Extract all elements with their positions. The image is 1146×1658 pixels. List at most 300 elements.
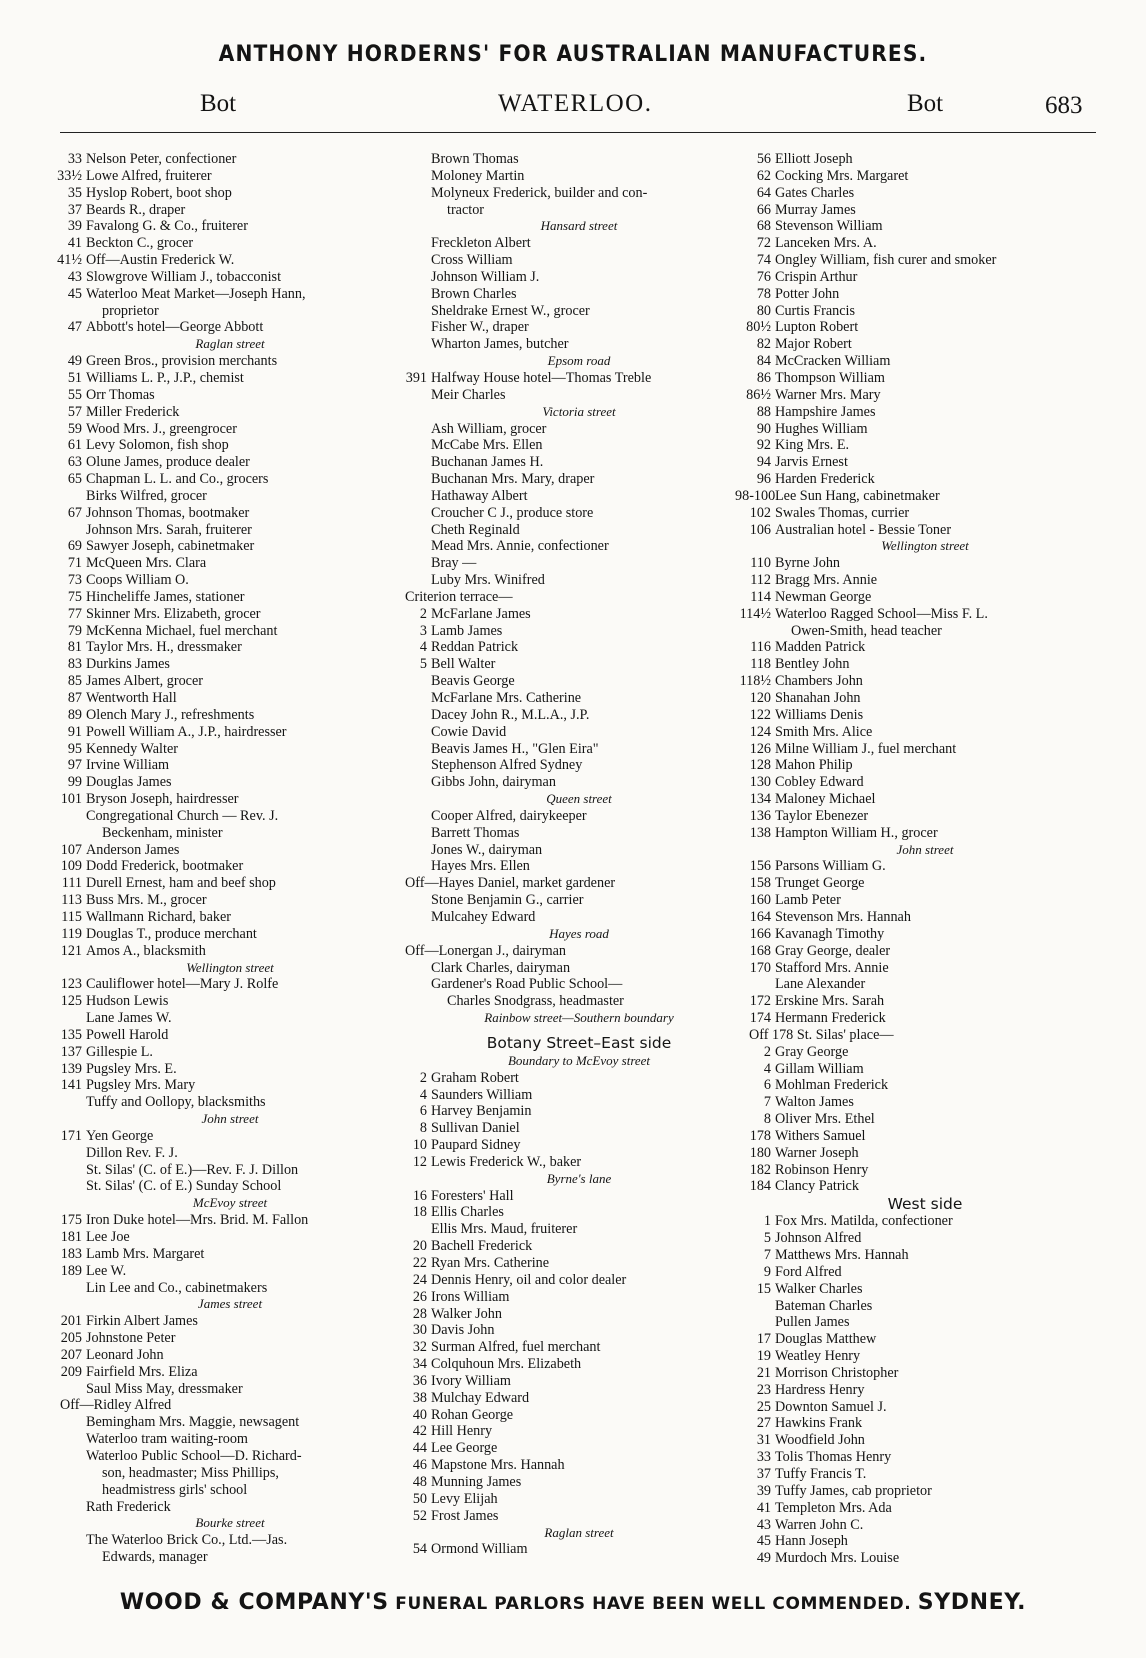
directory-entry [749, 1044, 1101, 1061]
directory-entry [749, 1230, 1101, 1247]
entry-text: Coops William O. [86, 572, 189, 589]
entry-continuation: Dillon Rev. F. J. [86, 1144, 178, 1161]
street-number: 184 [749, 1178, 771, 1195]
entry-text: Olench Mary J., refreshments [86, 706, 255, 723]
entry-continuation: Lane Alexander [775, 976, 866, 993]
entry-text: Douglas Matthew [775, 1331, 877, 1348]
street-number: 4 [419, 639, 427, 656]
street-number: 92 [756, 437, 771, 454]
entry-text: Skinner Mrs. Elizabeth, grocer [86, 605, 261, 622]
entry-text: Ryan Mrs. Catherine [431, 1255, 550, 1271]
entry-text: Durell Ernest, ham and beef shop [86, 875, 276, 892]
directory-entry [749, 1533, 1101, 1550]
street-number: 158 [749, 875, 771, 892]
directory-entry [405, 370, 753, 387]
entry-text: Abbott's hotel—George Abbott [86, 319, 264, 336]
entry-text: Gillespie L. [86, 1043, 153, 1060]
entry-off: Off—Hayes Daniel, market gardener [405, 875, 616, 892]
entry-text: Stevenson William [775, 218, 883, 235]
street-number: 49 [756, 1550, 771, 1567]
directory-entry [60, 572, 400, 589]
entry-text: Templeton Mrs. Ada [775, 1499, 892, 1516]
directory-column-2 [405, 151, 753, 1558]
directory-entry [749, 1111, 1101, 1128]
entry-text: Tolis Thomas Henry [775, 1449, 892, 1466]
street-number: 201 [60, 1313, 82, 1330]
entry-text: Hann Joseph [775, 1533, 848, 1550]
street-number: 24 [412, 1271, 427, 1288]
directory-entry [60, 791, 400, 808]
directory-entry [749, 1466, 1101, 1483]
directory-entry [405, 1087, 753, 1104]
running-header [0, 90, 1146, 124]
directory-entry [749, 1145, 1101, 1162]
entry-text: Maloney Michael [775, 791, 876, 808]
entry-continuation: Johnson Mrs. Sarah, fruiterer [86, 521, 252, 538]
street-number: 43 [756, 1516, 771, 1533]
street-number: 81 [67, 639, 82, 656]
street-number: 43 [67, 268, 82, 285]
directory-entry [749, 825, 1101, 842]
directory-entry [405, 639, 753, 656]
entry-continuation: Wharton James, butcher [431, 336, 569, 353]
directory-entry [749, 690, 1101, 707]
entry-wrap: Beckenham, minister [102, 824, 223, 841]
entry-wrap: Owen-Smith, head teacher [791, 622, 942, 639]
entry-text: Fox Mrs. Matilda, confectioner [775, 1213, 953, 1230]
directory-entry [749, 1178, 1101, 1195]
directory-entry [749, 774, 1101, 791]
entry-text: Oliver Mrs. Ethel [775, 1111, 875, 1128]
entry-text: Lowe Alfred, fruiterer [86, 167, 212, 184]
entry-text: Fairfield Mrs. Eliza [86, 1363, 198, 1380]
street-number: 121 [60, 942, 82, 959]
entry-text: Mapstone Mrs. Hannah [431, 1457, 565, 1474]
directory-entry [749, 252, 1101, 269]
entry-text: Harden Frederick [775, 471, 875, 488]
directory-entry [60, 623, 400, 640]
entry-text: Irvine William [86, 757, 170, 774]
street-number: 65 [67, 471, 82, 488]
entry-text: Mahon Philip [775, 757, 853, 774]
street-number: 95 [67, 740, 82, 757]
street-number: 139 [60, 1060, 82, 1077]
entry-text: Orr Thomas [86, 386, 155, 403]
directory-entry [749, 589, 1101, 606]
entry-text: Johnstone Peter [86, 1330, 176, 1347]
directory-entry [739, 673, 1101, 690]
street-number: 33 [67, 151, 82, 167]
street-number: 180 [749, 1144, 771, 1161]
street-number: 77 [67, 605, 82, 622]
entry-continuation: Dacey John R., M.L.A., J.P. [431, 706, 590, 723]
entry-text: Mulchay Edward [431, 1389, 530, 1406]
street-number: 79 [67, 622, 82, 639]
directory-entry [749, 303, 1101, 320]
street-number: 122 [749, 706, 771, 723]
entry-text: Kennedy Walter [86, 740, 178, 757]
entry-continuation: Bemingham Mrs. Maggie, newsagent [86, 1414, 300, 1431]
directory-entry [749, 1348, 1101, 1365]
entry-continuation: Beavis James H., "Glen Eira" [431, 740, 599, 757]
directory-entry [749, 791, 1101, 808]
entry-text: Rohan George [431, 1406, 514, 1423]
street-number: 9 [763, 1263, 771, 1280]
street-number: 17 [756, 1331, 771, 1348]
entry-text: Cocking Mrs. Margaret [775, 167, 909, 184]
directory-entry [749, 875, 1101, 892]
entry-text: Durkins James [86, 656, 170, 673]
entry-wrap: Charles Snodgrass, headmaster [447, 993, 624, 1010]
entry-text: Robinson Henry [775, 1161, 869, 1178]
directory-entry [60, 421, 400, 438]
directory-entry [60, 690, 400, 707]
directory-entry [60, 286, 400, 303]
entry-continuation: St. Silas' (C. of E.) Sunday School [86, 1178, 282, 1195]
directory-entry [405, 1238, 753, 1255]
entry-wrap: son, headmaster; Miss Phillips, [102, 1464, 279, 1481]
street-number: 41 [756, 1499, 771, 1516]
entry-text: Nelson Peter, confectioner [86, 151, 237, 167]
directory-entry [60, 370, 400, 387]
street-number: 64 [756, 184, 771, 201]
directory-entry [405, 1204, 753, 1221]
directory-entry [749, 1213, 1101, 1230]
directory-entry [60, 656, 400, 673]
entry-text: Anderson James [86, 841, 180, 858]
directory-entry [60, 909, 400, 926]
street-number: 175 [60, 1212, 82, 1229]
cross-street-label: Byrne's lane [546, 1170, 612, 1186]
street-number: 71 [67, 555, 82, 572]
entry-text: Tuffy Francis T. [775, 1465, 867, 1482]
entry-text: Lee George [431, 1440, 498, 1457]
header-right-abbrev: Bot [907, 90, 944, 117]
directory-entry [749, 1550, 1101, 1567]
directory-entry [405, 1154, 753, 1171]
street-number: 28 [412, 1305, 427, 1322]
entry-continuation: Waterloo Public School—D. Richard- [86, 1447, 302, 1464]
entry-continuation: Brown Charles [431, 285, 517, 302]
entry-text: Thompson William [775, 369, 885, 386]
directory-entry [749, 1094, 1101, 1111]
entry-text: Harvey Benjamin [431, 1103, 532, 1120]
directory-entry [749, 505, 1101, 522]
directory-entry [60, 1077, 400, 1094]
directory-entry [60, 235, 400, 252]
entry-text: Gray George [775, 1043, 849, 1060]
street-number: 31 [756, 1432, 771, 1449]
directory-entry [749, 639, 1101, 656]
street-number: 141 [60, 1077, 82, 1094]
directory-entry [60, 707, 400, 724]
cross-street-label: Raglan street [195, 336, 265, 352]
cross-street-label: Hansard street [540, 218, 618, 234]
street-number: 50 [412, 1490, 427, 1507]
page-number: 683 [1045, 92, 1083, 119]
directory-entry [749, 757, 1101, 774]
entry-continuation: Saul Miss May, dressmaker [86, 1380, 243, 1397]
entry-text: Irons William [431, 1288, 510, 1305]
street-number: 20 [412, 1238, 427, 1255]
street-number: 42 [412, 1423, 427, 1440]
directory-entry [749, 437, 1101, 454]
entry-text: Munning James [431, 1473, 522, 1490]
entry-continuation: Birks Wilfred, grocer [86, 487, 207, 504]
directory-entry [405, 1508, 753, 1525]
street-number: 5 [763, 1230, 771, 1247]
directory-entry [405, 1440, 753, 1457]
header-locality: WATERLOO. [498, 90, 653, 117]
directory-entry [749, 808, 1101, 825]
entry-continuation: Pullen James [775, 1314, 850, 1331]
entry-continuation: Cross William [431, 252, 513, 269]
directory-entry [60, 505, 400, 522]
street-number: 118 [750, 656, 771, 673]
street-number: 63 [67, 454, 82, 471]
directory-entry [749, 168, 1101, 185]
entry-text: Hill Henry [431, 1423, 493, 1440]
directory-entry [60, 926, 400, 943]
directory-entry [749, 892, 1101, 909]
entry-continuation: Bray — [431, 555, 477, 572]
entry-text: Hincheliffe James, stationer [86, 588, 245, 605]
street-number: 75 [67, 588, 82, 605]
directory-entry [60, 353, 400, 370]
entry-text: Foresters' Hall [431, 1187, 514, 1204]
street-number: 55 [67, 386, 82, 403]
directory-entry [60, 555, 400, 572]
entry-text: Walker Charles [775, 1280, 863, 1297]
directory-entry [60, 1263, 400, 1280]
directory-entry [60, 269, 400, 286]
directory-entry [405, 1407, 753, 1424]
street-number: 7 [763, 1094, 771, 1111]
directory-entry [749, 1247, 1101, 1264]
entry-wrap: headmistress girls' school [102, 1481, 248, 1498]
directory-entry [749, 1449, 1101, 1466]
street-number: 8 [763, 1111, 771, 1128]
street-number: 3 [419, 622, 427, 639]
entry-text: Crispin Arthur [775, 268, 858, 285]
entry-text: Stevenson Mrs. Hannah [775, 908, 911, 925]
header-rule [60, 132, 1096, 133]
entry-text: Hawkins Frank [775, 1415, 863, 1432]
entry-text: Buss Mrs. M., grocer [86, 892, 207, 909]
directory-entry [749, 218, 1101, 235]
entry-text: Miller Frederick [86, 403, 180, 420]
directory-entry [60, 1347, 400, 1364]
street-number: 86½ [746, 386, 771, 403]
entry-text: McFarlane James [431, 605, 531, 622]
street-number: 39 [756, 1482, 771, 1499]
street-number: 51 [67, 369, 82, 386]
directory-entry [405, 623, 753, 640]
entry-text: Australian hotel - Bessie Toner [775, 521, 952, 538]
directory-entry [60, 1027, 400, 1044]
directory-entry [57, 167, 400, 185]
entry-text: Walton James [775, 1094, 854, 1111]
entry-text: Morrison Christopher [775, 1364, 899, 1381]
directory-entry [749, 1331, 1101, 1348]
entry-text: Beckton C., grocer [86, 235, 194, 252]
street-number: 49 [67, 353, 82, 370]
street-number: 84 [756, 353, 771, 370]
directory-entry [60, 606, 400, 623]
street-number: 135 [60, 1026, 82, 1043]
street-number: 30 [412, 1322, 427, 1339]
directory-entry [405, 1390, 753, 1407]
street-number: 136 [749, 807, 771, 824]
entry-text: Cobley Edward [775, 774, 864, 791]
street-number: 36 [412, 1372, 427, 1389]
entry-text: Levy Solomon, fish shop [86, 437, 229, 454]
entry-text: Chapman L. L. and Co., grocers [86, 471, 269, 488]
directory-entry [749, 185, 1101, 202]
directory-entry [735, 487, 1101, 505]
directory-entry [749, 202, 1101, 219]
street-number: 160 [749, 892, 771, 909]
street-number: 98-100 [735, 487, 776, 504]
directory-entry [746, 386, 1101, 404]
entry-text: Murdoch Mrs. Louise [775, 1550, 900, 1567]
street-number: 99 [67, 774, 82, 791]
entry-text: Levy Elijah [431, 1490, 498, 1507]
street-number: 174 [749, 1010, 771, 1027]
entry-text: Ongley William, fish curer and smoker [775, 252, 997, 269]
entry-text: Swales Thomas, currier [775, 504, 910, 521]
directory-entry [749, 1264, 1101, 1281]
cross-street-label: Victoria street [542, 403, 616, 419]
street-number: 123 [60, 976, 82, 993]
entry-text: Curtis Francis [775, 302, 855, 319]
entry-text: Madden Patrick [775, 639, 866, 656]
directory-entry [749, 724, 1101, 741]
directory-entry [60, 218, 400, 235]
directory-entry [749, 707, 1101, 724]
entry-text: Bentley John [775, 656, 850, 673]
directory-entry [749, 421, 1101, 438]
street-number: 59 [67, 420, 82, 437]
cross-street-label: Wellington street [186, 959, 274, 975]
cross-street-label: James street [197, 1296, 263, 1312]
entry-continuation: Clark Charles, dairyman [431, 959, 571, 976]
street-number: 72 [756, 235, 771, 252]
street-number: 130 [749, 774, 771, 791]
street-number: 88 [756, 403, 771, 420]
entry-text: Potter John [775, 285, 840, 302]
header-left-abbrev: Bot [200, 90, 237, 117]
street-number: 120 [749, 690, 771, 706]
directory-entry [749, 909, 1101, 926]
entry-text: Major Robert [775, 336, 852, 353]
entry-text: Johnson Alfred [775, 1230, 862, 1247]
street-number: 86 [756, 369, 771, 386]
entry-text: Olune James, produce dealer [86, 454, 250, 471]
entry-continuation: Gardener's Road Public School— [431, 976, 623, 993]
street-number: 137 [60, 1043, 82, 1060]
street-number: 2 [419, 1069, 427, 1086]
street-number: 164 [749, 908, 771, 925]
entry-continuation: Jones W., dairyman [431, 841, 543, 858]
street-number: 114½ [739, 605, 771, 622]
street-number: 101 [60, 791, 82, 808]
street-number: 171 [60, 1127, 82, 1144]
entry-text: Powell Harold [86, 1026, 169, 1043]
entry-continuation: Luby Mrs. Winifred [431, 572, 545, 589]
entry-text: King Mrs. E. [775, 437, 850, 454]
entry-text: Jarvis Ernest [775, 454, 848, 471]
directory-entry [749, 1281, 1101, 1298]
entry-text: Dennis Henry, oil and color dealer [431, 1271, 627, 1288]
street-number: 40 [412, 1406, 427, 1423]
entry-text: Lupton Robert [775, 319, 859, 336]
entry-continuation: Bateman Charles [775, 1297, 873, 1314]
street-number: 66 [756, 201, 771, 218]
entry-text: Milne William J., fuel merchant [775, 740, 957, 757]
entry-text: Pugsley Mrs. E. [86, 1060, 177, 1077]
entry-continuation: Brown Thomas [431, 151, 519, 167]
entry-off: Criterion terrace— [405, 588, 513, 605]
street-number: 102 [749, 504, 771, 521]
directory-entry [60, 454, 400, 471]
street-number: 126 [749, 740, 771, 757]
entry-text: Hardress Henry [775, 1381, 865, 1398]
entry-text: Firkin Albert James [86, 1313, 198, 1330]
street-number: 89 [67, 706, 82, 723]
street-number: 138 [749, 824, 771, 841]
directory-entry [746, 319, 1101, 336]
street-number: 114 [750, 588, 771, 605]
directory-entry [749, 1382, 1101, 1399]
entry-text: Trunget George [775, 875, 865, 892]
cross-street-label: Raglan street [544, 1524, 614, 1540]
directory-entry [749, 151, 1101, 168]
entry-text: Colquhoun Mrs. Elizabeth [431, 1356, 582, 1373]
street-number: 8 [419, 1120, 427, 1137]
street-number: 27 [756, 1415, 771, 1432]
directory-entry [749, 960, 1101, 977]
directory-entry [60, 943, 400, 960]
entry-text: Wallmann Richard, baker [86, 908, 232, 925]
entry-text: Downton Samuel J. [775, 1398, 887, 1415]
entry-text: Davis John [431, 1322, 495, 1339]
directory-entry [60, 774, 400, 791]
entry-continuation: Gibbs John, dairyman [431, 774, 556, 791]
entry-text: Reddan Patrick [431, 639, 519, 656]
entry-text: Lanceken Mrs. A. [775, 235, 877, 252]
entry-text: Powell William A., J.P., hairdresser [86, 723, 287, 740]
directory-entry [405, 1188, 753, 1205]
street-number: 25 [756, 1398, 771, 1415]
directory-entry [405, 1423, 753, 1440]
directory-entry [60, 151, 400, 168]
street-number: 41½ [57, 252, 82, 269]
directory-entry [749, 522, 1101, 539]
entry-continuation: Buchanan Mrs. Mary, draper [431, 471, 595, 488]
entry-text: Johnson Thomas, bootmaker [86, 504, 250, 521]
entry-text: Clancy Patrick [775, 1178, 859, 1195]
entry-continuation: Sheldrake Ernest W., grocer [431, 302, 590, 319]
street-number: 41 [67, 235, 82, 252]
directory-entry [749, 1500, 1101, 1517]
entry-continuation: Cowie David [431, 723, 507, 740]
entry-text: Surman Alfred, fuel merchant [431, 1339, 601, 1356]
entry-text: Lamb Mrs. Margaret [86, 1245, 205, 1262]
street-number: 83 [67, 656, 82, 673]
cross-street-label: Rainbow street—Southern boundary [484, 1010, 674, 1026]
street-number: 1 [763, 1213, 771, 1230]
